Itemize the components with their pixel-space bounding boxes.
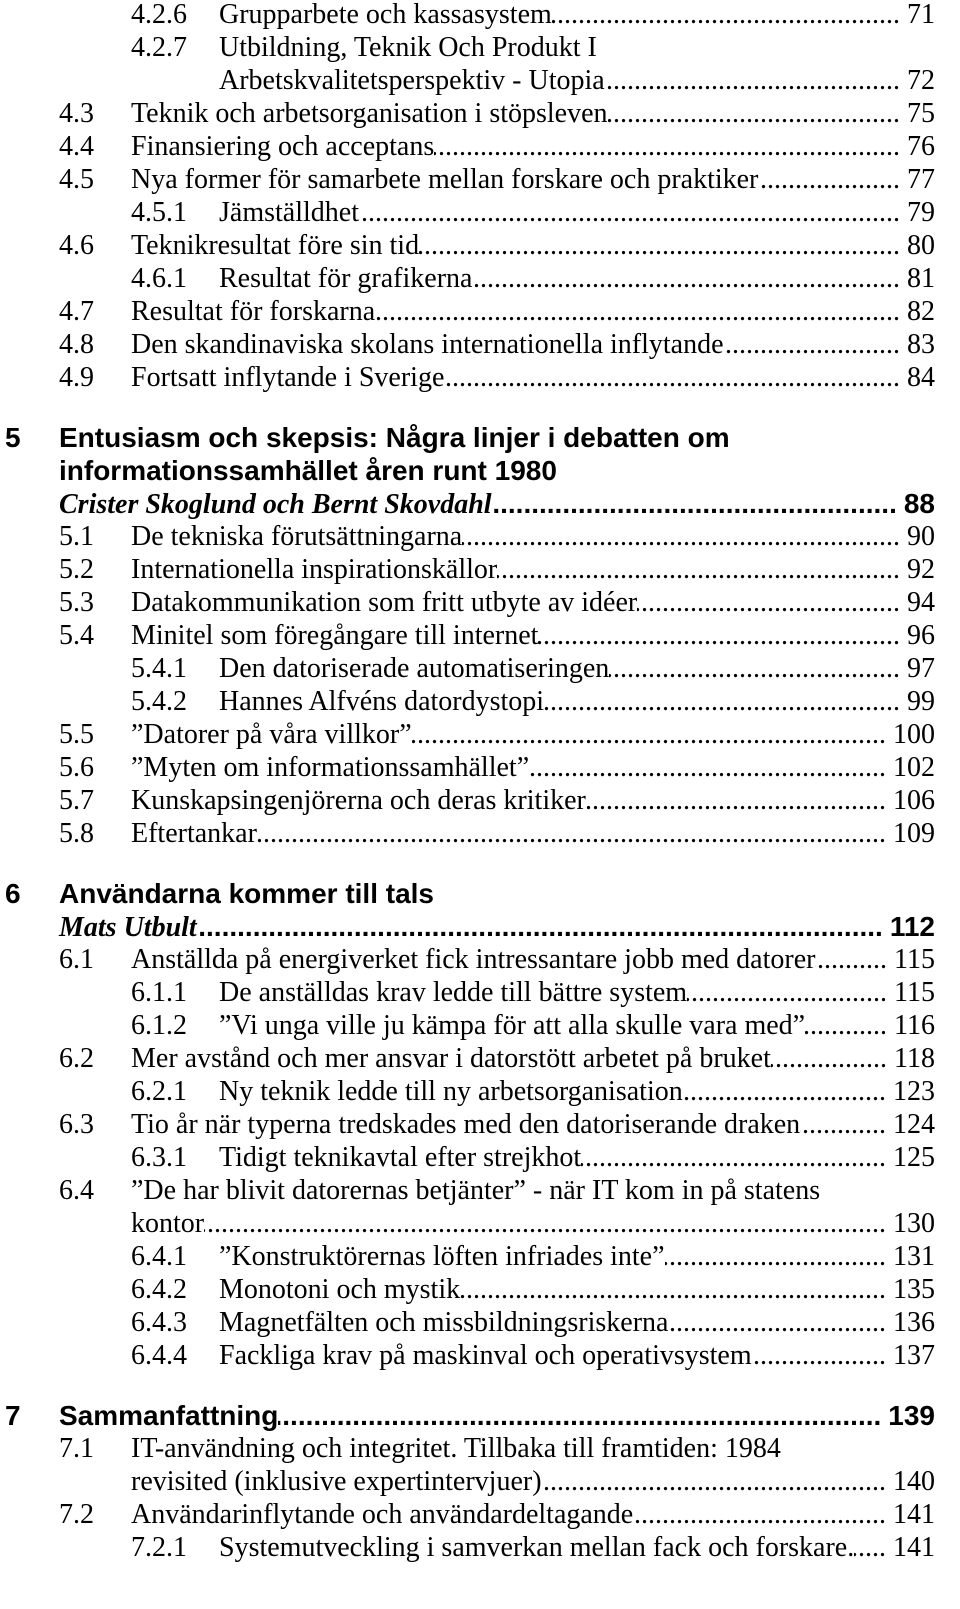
- toc-entry: [0, 751, 935, 784]
- page-number: 76: [907, 131, 935, 162]
- dot-leader: [758, 163, 900, 196]
- dot-leader: [412, 718, 886, 751]
- section-title: Systemutveckling i samverkan mellan fack och forskare.: [219, 1532, 855, 1563]
- section-title: Kunskapsingenjörerna och deras kritiker: [131, 785, 586, 816]
- page-number: 81: [907, 263, 935, 294]
- page-number: 124: [893, 1109, 935, 1140]
- section-number: 6.1.1: [131, 977, 187, 1008]
- toc-entry-continuation: [0, 64, 935, 97]
- section-number: 4.6: [59, 230, 94, 261]
- toc-entry: [0, 1009, 935, 1042]
- toc-entry: [0, 262, 935, 295]
- section-title: Nya former för samarbete mellan forskare och praktiker: [131, 164, 759, 195]
- chapter-7: [0, 1399, 935, 1564]
- toc-entry: [0, 0, 935, 31]
- page-number: 116: [894, 1010, 935, 1041]
- toc-entry: [0, 1339, 935, 1372]
- section-title: Resultat för grafikerna: [219, 263, 473, 294]
- dot-leader: [800, 1108, 886, 1141]
- dot-leader: [544, 685, 900, 718]
- section-number: 5.6: [59, 752, 94, 783]
- page-number: 115: [894, 977, 935, 1008]
- section-title: Den datoriserade automatiseringen: [219, 653, 610, 684]
- toc-entry: [0, 586, 935, 619]
- section-number: 6.4.2: [131, 1274, 187, 1305]
- section-title: IT-användning och integritet. Tillbaka till framtiden: 1984: [131, 1433, 781, 1464]
- section-title: kontor: [131, 1208, 205, 1239]
- dot-leader: [538, 619, 900, 652]
- section-number: 4.5: [59, 164, 94, 195]
- dot-leader: [542, 1465, 886, 1498]
- chapter-page-number: 112: [889, 911, 935, 942]
- dot-leader: [434, 130, 900, 163]
- section-title: Internationella inspirationskällor: [131, 554, 498, 585]
- section-title: Ny teknik ledde till ny arbetsorganisation: [219, 1076, 683, 1107]
- section-title: Teknikresultat före sin tid: [131, 230, 420, 261]
- toc-entry: [0, 361, 935, 394]
- dot-leader: [605, 64, 900, 97]
- section-title: Jämställdhet: [219, 197, 359, 228]
- section-number: 5.2: [59, 554, 94, 585]
- dot-leader: [724, 328, 900, 361]
- dot-leader: [771, 1042, 887, 1075]
- page-number: 118: [894, 1043, 935, 1074]
- chapter-heading: [0, 877, 935, 910]
- toc-entry: [0, 1042, 935, 1075]
- page-number: 84: [907, 362, 935, 393]
- dot-leader: [668, 1306, 886, 1339]
- page-number: 79: [907, 197, 935, 228]
- dot-leader: [752, 1339, 886, 1372]
- dot-leader: [472, 262, 900, 295]
- section-number: 6.1.2: [131, 1010, 187, 1041]
- section-number: 4.2.6: [131, 0, 187, 30]
- toc-entry: [0, 685, 935, 718]
- dot-leader: [462, 520, 900, 553]
- toc-entry: [0, 784, 935, 817]
- toc-entry: [0, 652, 935, 685]
- section-number: 6.3: [59, 1109, 94, 1140]
- dot-leader: [586, 784, 886, 817]
- section-title: ”Datorer på våra villkor”: [131, 719, 412, 750]
- section-number: 4.9: [59, 362, 94, 393]
- page-number: 77: [907, 164, 935, 195]
- section-number: 4.4: [59, 131, 94, 162]
- section-number: 5.5: [59, 719, 94, 750]
- section-number: 4.7: [59, 296, 94, 327]
- section-title: Tio år när typerna tredskades med den datoriserande draken: [131, 1109, 801, 1140]
- section-number: 5.7: [59, 785, 94, 816]
- chapter-number: 5: [5, 422, 21, 453]
- section-title: ”Myten om informationssamhället”: [131, 752, 530, 783]
- toc-entry: [0, 943, 935, 976]
- section-number: 7.2.1: [131, 1532, 187, 1563]
- chapter-6: [0, 877, 935, 1372]
- section-title: ”Vi unga ville ju kämpa för att alla skulle vara med”: [219, 1010, 806, 1041]
- section-number: 5.4.1: [131, 653, 187, 684]
- page-number: 92: [907, 554, 935, 585]
- section-title: Mer avstånd och mer ansvar i datorstött arbetet på bruket: [131, 1043, 771, 1074]
- section-number: 6.4.4: [131, 1340, 187, 1371]
- dot-leader: [608, 97, 900, 130]
- dot-leader: [278, 1399, 881, 1432]
- chapter-4-section-list: [0, 0, 935, 394]
- section-number: 6.4.1: [131, 1241, 187, 1272]
- section-number: 4.2.7: [131, 32, 187, 63]
- toc-entry: [0, 196, 935, 229]
- toc-entry: [0, 1141, 935, 1174]
- page-number: 136: [893, 1307, 935, 1338]
- dot-leader: [687, 976, 887, 1009]
- chapter-heading-continuation: [0, 454, 935, 487]
- section-number: 5.4: [59, 620, 94, 651]
- page-number: 96: [907, 620, 935, 651]
- section-title: ”De har blivit datorernas betjänter” - när IT kom in på statens: [131, 1175, 821, 1206]
- dot-leader: [637, 586, 900, 619]
- section-title: Teknik och arbetsorganisation i stöpsleven: [131, 98, 608, 129]
- page-number: 141: [893, 1532, 935, 1563]
- section-title: Resultat för forskarna: [131, 296, 376, 327]
- toc-entry: [0, 130, 935, 163]
- dot-leader: [204, 1207, 886, 1240]
- section-title: Finansiering och acceptans: [131, 131, 435, 162]
- page-number: 137: [893, 1340, 935, 1371]
- chapter-page-number: 88: [903, 488, 935, 519]
- toc-entry: [0, 1432, 935, 1465]
- section-number: 4.5.1: [131, 197, 187, 228]
- section-number: 4.6.1: [131, 263, 187, 294]
- section-title: ”Konstruktörernas löften infriades inte”: [219, 1241, 665, 1272]
- dot-leader: [197, 910, 883, 943]
- dot-leader: [492, 487, 897, 520]
- page-number: 82: [907, 296, 935, 327]
- page-number: 135: [893, 1274, 935, 1305]
- chapter-number: 7: [5, 1400, 21, 1431]
- chapter-author: Crister Skoglund och Bernt Skovdahl: [59, 489, 492, 520]
- dot-leader: [444, 361, 900, 394]
- toc-entry: [0, 1240, 935, 1273]
- page-number: 140: [893, 1466, 935, 1497]
- dot-leader: [375, 295, 900, 328]
- toc-entry: [0, 31, 935, 64]
- section-number: 7.1: [59, 1433, 94, 1464]
- page-number: 99: [907, 686, 935, 717]
- section-title: Arbetskvalitetsperspektiv - Utopia: [219, 65, 605, 96]
- dot-leader: [633, 1498, 886, 1531]
- chapter-author-line: [0, 910, 935, 943]
- toc-entry: [0, 163, 935, 196]
- toc-entry: [0, 328, 935, 361]
- section-number: 5.3: [59, 587, 94, 618]
- page-number: 109: [893, 818, 935, 849]
- section-title: Tidigt teknikavtal efter strejkhot: [219, 1142, 582, 1173]
- dot-leader: [460, 1273, 886, 1306]
- toc-entry: [0, 295, 935, 328]
- section-number: 6.4.3: [131, 1307, 187, 1338]
- section-title: Hannes Alfvéns datordystopi: [219, 686, 545, 717]
- page-number: 141: [893, 1499, 935, 1530]
- page-number: 131: [893, 1241, 935, 1272]
- section-title: Anställda på energiverket fick intressantare jobb med datorer: [131, 944, 816, 975]
- dot-leader: [665, 1240, 886, 1273]
- section-title: Monotoni och mystik: [219, 1274, 461, 1305]
- chapter-number: 6: [5, 878, 21, 909]
- page-number: 75: [907, 98, 935, 129]
- section-number: 7.2: [59, 1499, 94, 1530]
- section-title: Utbildning, Teknik Och Produkt I: [219, 32, 597, 63]
- page-number: 90: [907, 521, 935, 552]
- chapter-author: Mats Utbult: [59, 912, 197, 943]
- page-number: 102: [893, 752, 935, 783]
- page-number: 115: [894, 944, 935, 975]
- toc-entry: [0, 520, 935, 553]
- page-number: 130: [893, 1208, 935, 1239]
- dot-leader: [609, 652, 900, 685]
- section-title: Magnetfälten och missbildningsriskerna: [219, 1307, 669, 1338]
- toc-entry: [0, 1306, 935, 1339]
- chapter-author-line: [0, 487, 935, 520]
- section-title: Användarinflytande och användardeltagande: [131, 1499, 634, 1530]
- section-title: Den skandinaviska skolans internationella inflytande: [131, 329, 724, 360]
- dot-leader: [552, 0, 900, 31]
- chapter-title: Användarna kommer till tals: [59, 878, 435, 909]
- page-number: 100: [893, 719, 935, 750]
- toc-entry-continuation: [0, 1207, 935, 1240]
- toc-entry: [0, 718, 935, 751]
- section-number: 6.4: [59, 1175, 94, 1206]
- toc-entry: [0, 1273, 935, 1306]
- section-number: 6.2.1: [131, 1076, 187, 1107]
- section-number: 5.4.2: [131, 686, 187, 717]
- toc-entry: [0, 1531, 935, 1564]
- page-number: 72: [907, 65, 935, 96]
- section-number: 6.2: [59, 1043, 94, 1074]
- toc-entry: [0, 1174, 935, 1207]
- page-number: 123: [893, 1076, 935, 1107]
- toc-entry: [0, 97, 935, 130]
- section-title: revisited (inklusive expertintervjuer): [131, 1466, 542, 1497]
- toc-entry: [0, 229, 935, 262]
- section-title: Fackliga krav på maskinval och operativsystem: [219, 1340, 752, 1371]
- section-number: 6.1: [59, 944, 94, 975]
- chapter-title: Sammanfattning: [59, 1400, 279, 1431]
- page-number: 97: [907, 653, 935, 684]
- section-title: De anställdas krav ledde till bättre system: [219, 977, 688, 1008]
- dot-leader: [359, 196, 900, 229]
- section-title: De tekniska förutsättningarna: [131, 521, 463, 552]
- section-number: 4.8: [59, 329, 94, 360]
- dot-leader: [854, 1531, 886, 1564]
- section-number: 6.3.1: [131, 1142, 187, 1173]
- section-title: Fortsatt inflytande i Sverige: [131, 362, 445, 393]
- dot-leader: [419, 229, 900, 262]
- chapter-heading: [0, 1399, 935, 1432]
- toc-entry: [0, 619, 935, 652]
- dot-leader: [529, 751, 886, 784]
- chapter-title: Entusiasm och skepsis: Några linjer i debatten om: [59, 422, 730, 453]
- page-number: 94: [907, 587, 935, 618]
- dot-leader: [497, 553, 900, 586]
- dot-leader: [257, 817, 886, 850]
- section-title: Grupparbete och kassasystem: [219, 0, 552, 30]
- toc-entry: [0, 1075, 935, 1108]
- page-number: 80: [907, 230, 935, 261]
- chapter-title: informationssamhället åren runt 1980: [59, 455, 557, 486]
- section-number: 5.8: [59, 818, 94, 849]
- dot-leader: [683, 1075, 886, 1108]
- toc-entry: [0, 1498, 935, 1531]
- page-number: 106: [893, 785, 935, 816]
- chapter-5: [0, 421, 935, 850]
- page-number: 83: [907, 329, 935, 360]
- section-title: Minitel som föregångare till internet: [131, 620, 539, 651]
- toc-entry-continuation: [0, 1465, 935, 1498]
- section-title: Datakommunikation som fritt utbyte av idéer: [131, 587, 638, 618]
- section-number: 5.1: [59, 521, 94, 552]
- toc-entry: [0, 976, 935, 1009]
- section-title: Eftertankar: [131, 818, 257, 849]
- section-number: 4.3: [59, 98, 94, 129]
- toc-entry: [0, 1108, 935, 1141]
- page-number: 125: [893, 1142, 935, 1173]
- dot-leader: [815, 943, 887, 976]
- chapter-page-number: 139: [888, 1400, 935, 1431]
- toc-entry: [0, 817, 935, 850]
- dot-leader: [805, 1009, 887, 1042]
- chapter-heading: [0, 421, 935, 454]
- dot-leader: [581, 1141, 886, 1174]
- toc-entry: [0, 553, 935, 586]
- page-number: 71: [907, 0, 935, 30]
